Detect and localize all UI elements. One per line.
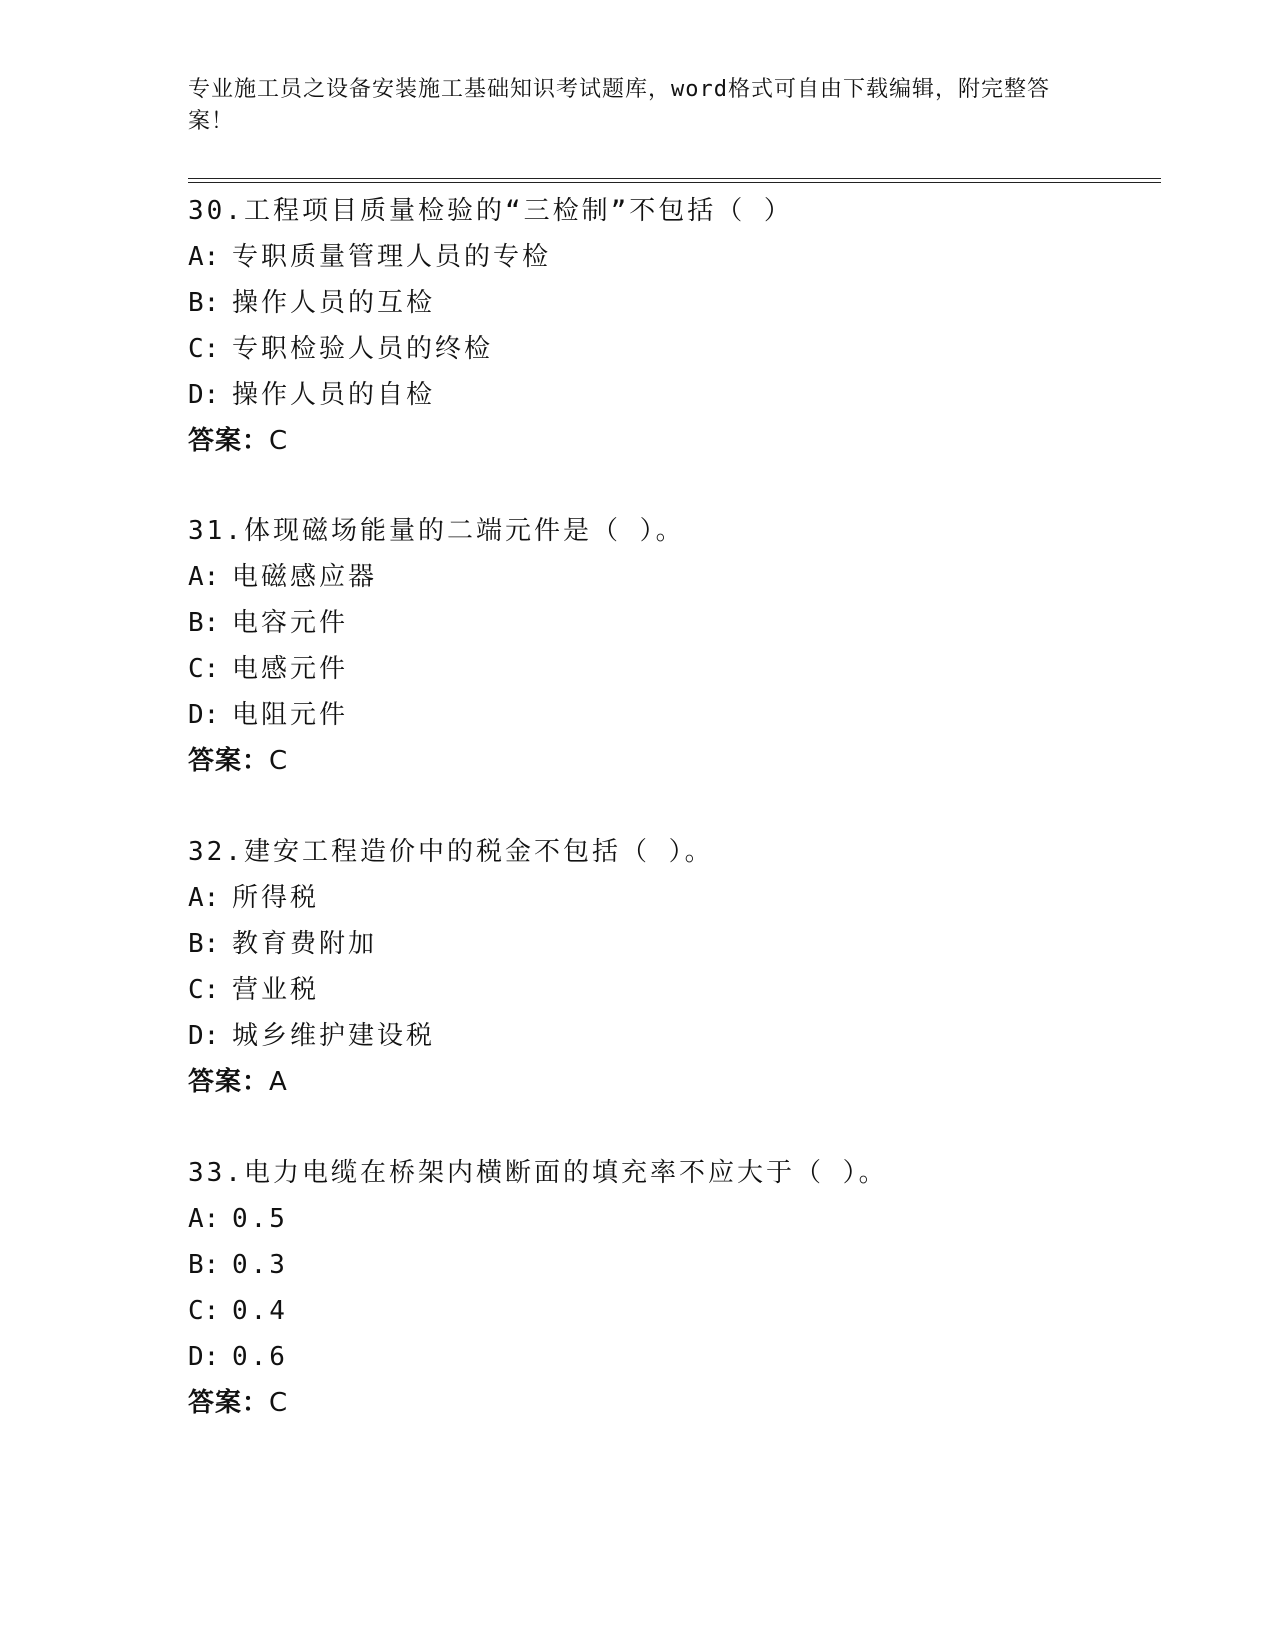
option-letter: C:: [188, 334, 220, 364]
option-letter: A:: [188, 562, 220, 592]
option-text: 专职质量管理人员的专检: [232, 242, 552, 272]
option-text: 操作人员的自检: [232, 380, 436, 410]
option-text: 电磁感应器: [232, 562, 378, 592]
option-text: 电感元件: [232, 654, 349, 684]
header-divider-bottom: [188, 182, 1161, 183]
answer-value: A: [269, 1067, 287, 1097]
answer-label: 答案：: [188, 1067, 270, 1097]
answer-label: 答案：: [188, 746, 270, 776]
option-text: 0.5: [232, 1204, 288, 1234]
answer-value: C: [269, 1388, 288, 1418]
question-33: [188, 1150, 1158, 1426]
option-text: 城乡维护建设税: [232, 1021, 436, 1051]
option-letter: A:: [188, 242, 220, 272]
answer-value: C: [269, 746, 288, 776]
option-a: [188, 234, 1158, 280]
answer-label: 答案：: [188, 1388, 270, 1418]
header-divider-top: [188, 178, 1161, 179]
option-letter: C:: [188, 654, 220, 684]
option-letter: B:: [188, 1250, 220, 1280]
option-letter: B:: [188, 929, 220, 959]
answer-line: [188, 418, 1158, 464]
answer-line: [188, 738, 1158, 784]
option-d: [188, 372, 1158, 418]
answer-value: C: [269, 426, 288, 456]
option-d: [188, 1013, 1158, 1059]
option-letter: D:: [188, 700, 220, 730]
option-c: [188, 1288, 1158, 1334]
option-letter: A:: [188, 1204, 220, 1234]
option-b: [188, 280, 1158, 326]
option-c: [188, 967, 1158, 1013]
option-text: 电阻元件: [232, 700, 349, 730]
answer-label: 答案：: [188, 426, 270, 456]
question-stem: 32.建安工程造价中的税金不包括（ ）。: [188, 837, 714, 867]
option-letter: C:: [188, 975, 220, 1005]
option-letter: A:: [188, 883, 220, 913]
option-d: [188, 692, 1158, 738]
option-letter: C:: [188, 1296, 220, 1326]
option-d: [188, 1334, 1158, 1380]
option-text: 所得税: [232, 883, 320, 913]
option-text: 0.3: [232, 1250, 288, 1280]
option-b: [188, 921, 1158, 967]
option-a: [188, 1196, 1158, 1242]
option-a: [188, 875, 1158, 921]
option-text: 0.6: [232, 1342, 288, 1372]
option-text: 教育费附加: [232, 929, 378, 959]
option-letter: D:: [188, 1021, 220, 1051]
option-letter: B:: [188, 288, 220, 318]
option-text: 专职检验人员的终检: [232, 334, 494, 364]
option-c: [188, 326, 1158, 372]
option-text: 电容元件: [232, 608, 349, 638]
option-c: [188, 646, 1158, 692]
question-32: [188, 829, 1158, 1105]
option-b: [188, 600, 1158, 646]
option-letter: D:: [188, 1342, 220, 1372]
option-a: [188, 554, 1158, 600]
option-letter: D:: [188, 380, 220, 410]
question-stem: 33.电力电缆在桥架内横断面的填充率不应大于（ ）。: [188, 1158, 888, 1188]
question-31: [188, 508, 1158, 784]
option-text: 操作人员的互检: [232, 288, 436, 318]
question-stem: 30.工程项目质量检验的“三检制”不包括（ ）: [188, 196, 793, 226]
answer-line: [188, 1380, 1158, 1426]
question-30: [188, 188, 1158, 464]
option-letter: B:: [188, 608, 220, 638]
document-intro: 专业施工员之设备安装施工基础知识考试题库，word格式可自由下载编辑，附完整答案！: [188, 77, 1050, 134]
option-text: 营业税: [232, 975, 320, 1005]
answer-line: [188, 1059, 1158, 1105]
option-text: 0.4: [232, 1296, 288, 1326]
question-stem: 31.体现磁场能量的二端元件是（ ）。: [188, 516, 685, 546]
option-b: [188, 1242, 1158, 1288]
